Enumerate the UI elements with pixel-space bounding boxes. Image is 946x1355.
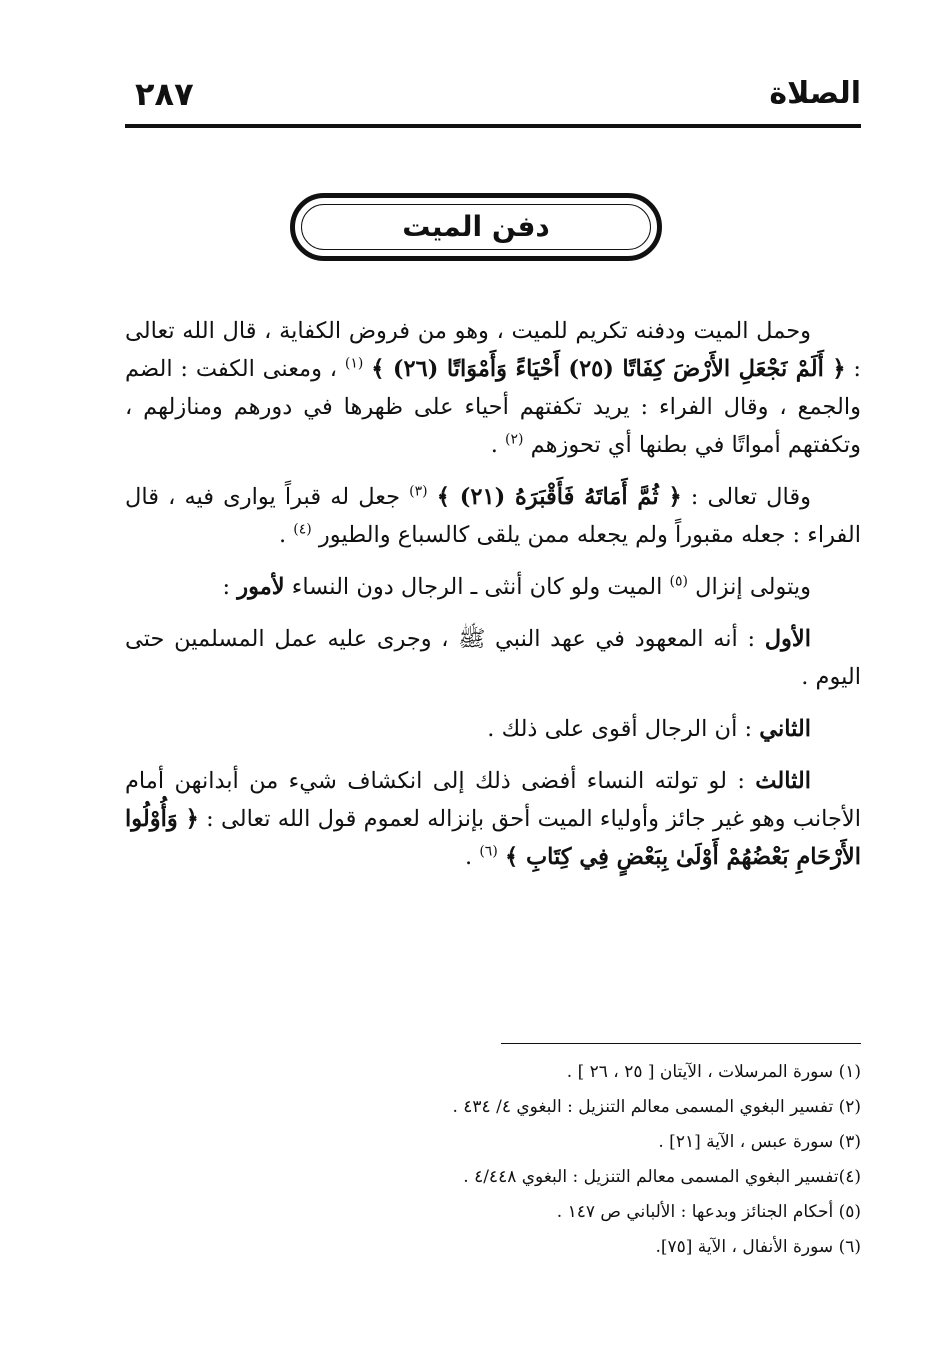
page-number: ٢٨٧ [135,75,194,113]
paragraph-text: . [465,844,480,870]
item-label: الأول [764,626,811,652]
paragraph-text: وحمل الميت ودفنه تكريم للميت ، وهو من فروض الكفاية ، قال الله تعالى : [125,318,861,382]
footnote-ref: (٢) [505,431,524,448]
paragraph-text: : أن الرجال أقوى على ذلك . [487,716,760,742]
paragraph-text: ، ومعنى الكفت : الضم والجمع ، وقال الفراء : يريد تكفتهم أحياء على ظهرها في دورهم ومنازلهم ، وتكفتهم أمواتًا في بطنها أي تحوزهم [125,356,861,458]
paragraph-text: : [222,574,238,600]
paragraph-5 [125,710,861,748]
paragraph-text: ويتولى إنزال [695,574,811,600]
quran-verse: ﴿ ثُمَّ أَمَاتَهُ فَأَقْبَرَهُ (٢١) ﴾ [436,484,682,510]
paragraph-text: . [278,522,294,548]
footnote-ref: (٥) [669,573,688,590]
body-text [125,312,861,890]
footnote-item: (٢) تفسير البغوي المسمى معالم التنزيل : البغوي ٤/ ٤٣٤ . [452,1097,861,1117]
paragraph-text: الميت ولو كان أنثى ـ الرجال دون النساء [284,574,670,600]
item-label: الثاني [759,716,811,742]
paragraph-text: جعل له قبراً يوارى فيه ، قال الفراء : جعله مقبوراً ولم يجعله ممن يلقى كالسباع والطيور [125,484,861,548]
item-label: الثالث [755,768,811,794]
bold-word: لأمور [237,574,285,600]
paragraph-text: : أنه المعهود في عهد النبي ﷺ ، وجرى عليه عمل المسلمين حتى اليوم . [125,626,861,690]
footnote-separator [501,1043,861,1044]
footnotes [125,1055,861,1265]
header-rule [125,124,861,128]
paragraph-text: : لو تولته النساء أفضى ذلك إلى انكشاف شيء من أبدانهن أمام الأجانب وهو غير جائز وأولياء الميت أحق بإنزاله لعموم قول الله تعالى : [125,768,861,832]
paragraph-text: وقال تعالى : [681,484,811,510]
footnote-ref: (٤) [293,521,312,538]
paragraph-2 [125,478,861,554]
chapter-title: الصلاة [769,76,861,111]
quran-verse: ﴿ أَلَمْ نَجْعَلِ الأَرْضَ كِفَاتًا (٢٥) أَحْيَاءً وَأَمْوَاتًا (٢٦) ﴾ [371,356,846,382]
paragraph-1 [125,312,861,464]
footnote-item: (٣) سورة عبس ، الآية [٢١] . [658,1132,861,1152]
section-title-frame [290,193,662,261]
section-title: دفن الميت [402,210,550,243]
paragraph-3 [125,568,861,606]
footnote-ref: (٦) [479,843,498,860]
quran-verse: ﴿ وَأُوْلُوا الأَرْحَامِ بَعْضُهُمْ أَوْلَىٰ بِبَعْضٍ فِي كِتَابِ ﴾ [125,806,861,870]
footnote-item: (٥) أحكام الجنائز وبدعها : الألباني ص ١٤٧ . [556,1202,861,1222]
paragraph-4 [125,620,861,696]
paragraph-6 [125,762,861,876]
footnote-ref: (١) [344,355,364,372]
footnote-ref: (٣) [409,483,428,500]
page-header [125,70,861,118]
footnote-item: (٤)تفسير البغوي المسمى معالم التنزيل : البغوي ٤/٤٤٨ . [463,1167,861,1187]
paragraph-text: . [490,432,506,458]
footnote-item: (١) سورة المرسلات ، الآيتان [ ٢٥ ، ٢٦ ] . [566,1062,861,1082]
footnote-item: (٦) سورة الأنفال ، الآية [٧٥]. [655,1237,861,1257]
